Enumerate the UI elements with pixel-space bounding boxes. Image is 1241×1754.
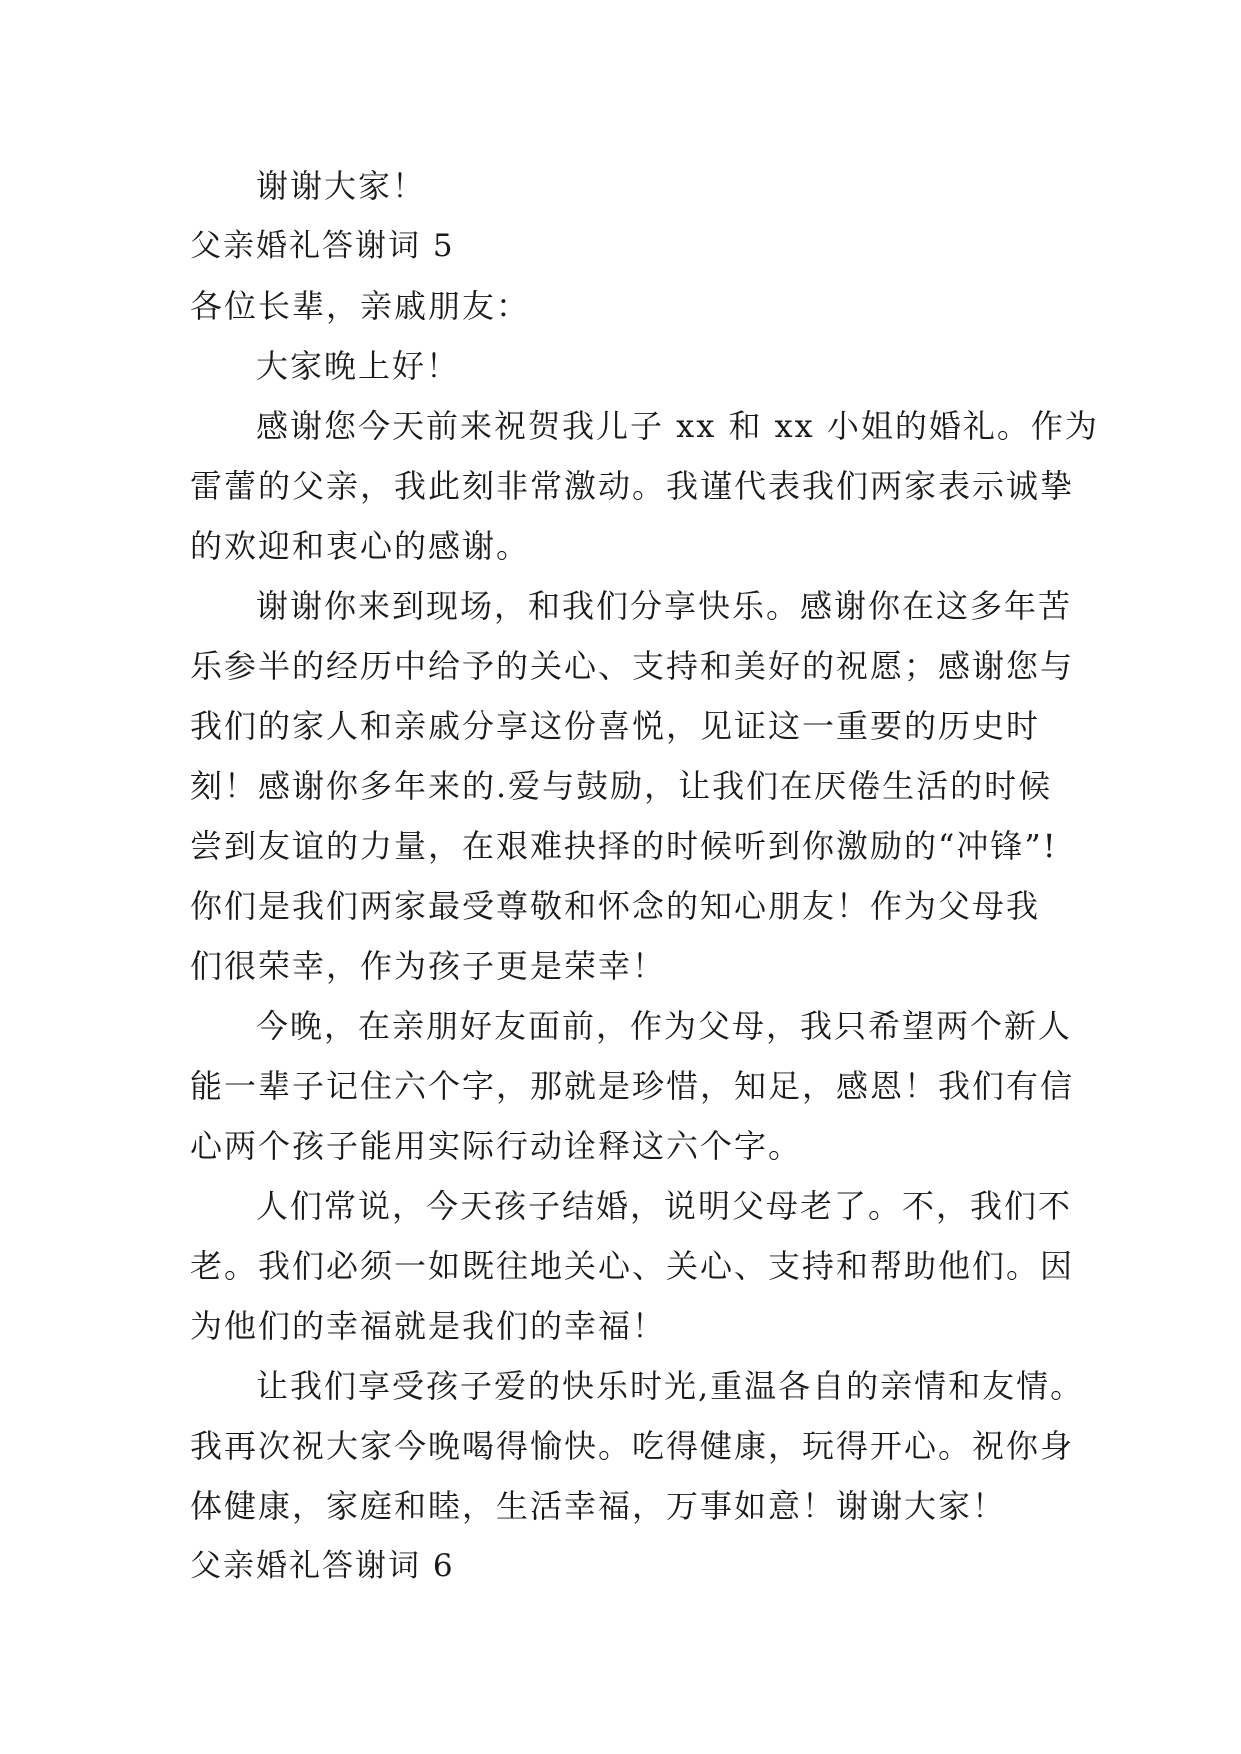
paragraph xyxy=(190,1176,1075,1356)
text-line: 们很荣幸，作为孩子更是荣幸！ xyxy=(190,947,667,985)
text-line: 感谢您今天前来祝贺我儿子 xx 和 xx 小姐的婚礼。作为 xyxy=(256,407,1099,445)
text-line: 各位长辈，亲戚朋友： xyxy=(190,287,531,325)
text-line: 人们常说，今天孩子结婚，说明父母老了。不，我们不 xyxy=(256,1187,1073,1225)
text-line: 雷蕾的父亲，我此刻非常激动。我谨代表我们两家表示诚挚 xyxy=(190,467,1075,505)
text-line: 乐参半的经历中给予的关心、支持和美好的祝愿；感谢您与 xyxy=(190,647,1075,685)
paragraph xyxy=(190,996,1075,1176)
paragraph xyxy=(190,276,1050,336)
text-line: 我们的家人和亲戚分享这份喜悦，见证这一重要的历史时 xyxy=(190,707,1041,745)
text-line: 尝到友谊的力量，在艰难抉择的时候听到你激励的“冲锋”! xyxy=(190,827,1058,865)
text-line: 能一辈子记住六个字，那就是珍惜，知足，感恩！我们有信 xyxy=(190,1067,1075,1105)
text-line: 老。我们必须一如既往地关心、关心、支持和帮助他们。因 xyxy=(190,1247,1075,1285)
text-line: 刻！感谢你多年来的.爱与鼓励，让我们在厌倦生活的时候 xyxy=(190,767,1053,805)
paragraph xyxy=(190,396,1099,576)
paragraph xyxy=(190,576,1075,996)
text-line: 我再次祝大家今晚喝得愉快。吃得健康，玩得开心。祝你身 xyxy=(190,1427,1075,1465)
document-page xyxy=(190,156,1099,1596)
text-line: 为他们的幸福就是我们的幸福！ xyxy=(190,1307,667,1345)
heading-text: 父亲婚礼答谢词 5 xyxy=(190,228,455,264)
text-line: 大家晚上好！ xyxy=(256,347,461,385)
text-line: 谢谢大家！ xyxy=(256,167,427,205)
heading-text: 父亲婚礼答谢词 6 xyxy=(190,1548,455,1584)
text-line: 让我们享受孩子爱的快乐时光,重温各自的亲情和友情。 xyxy=(256,1367,1085,1405)
paragraph xyxy=(190,336,1050,396)
section-heading xyxy=(190,1536,1050,1596)
text-line: 体健康，家庭和睦，生活幸福，万事如意！谢谢大家！ xyxy=(190,1487,1007,1525)
text-line: 心两个孩子能用实际行动诠释这六个字。 xyxy=(190,1127,803,1165)
paragraph xyxy=(190,1356,1085,1536)
text-line: 你们是我们两家最受尊敬和怀念的知心朋友！作为父母我 xyxy=(190,887,1041,925)
text-line: 今晚，在亲朋好友面前，作为父母，我只希望两个新人 xyxy=(256,1007,1073,1045)
text-line: 的欢迎和衷心的感谢。 xyxy=(190,527,531,565)
paragraph xyxy=(190,156,1050,216)
section-heading xyxy=(190,216,1050,276)
text-line: 谢谢你来到现场，和我们分享快乐。感谢你在这多年苦 xyxy=(256,587,1073,625)
